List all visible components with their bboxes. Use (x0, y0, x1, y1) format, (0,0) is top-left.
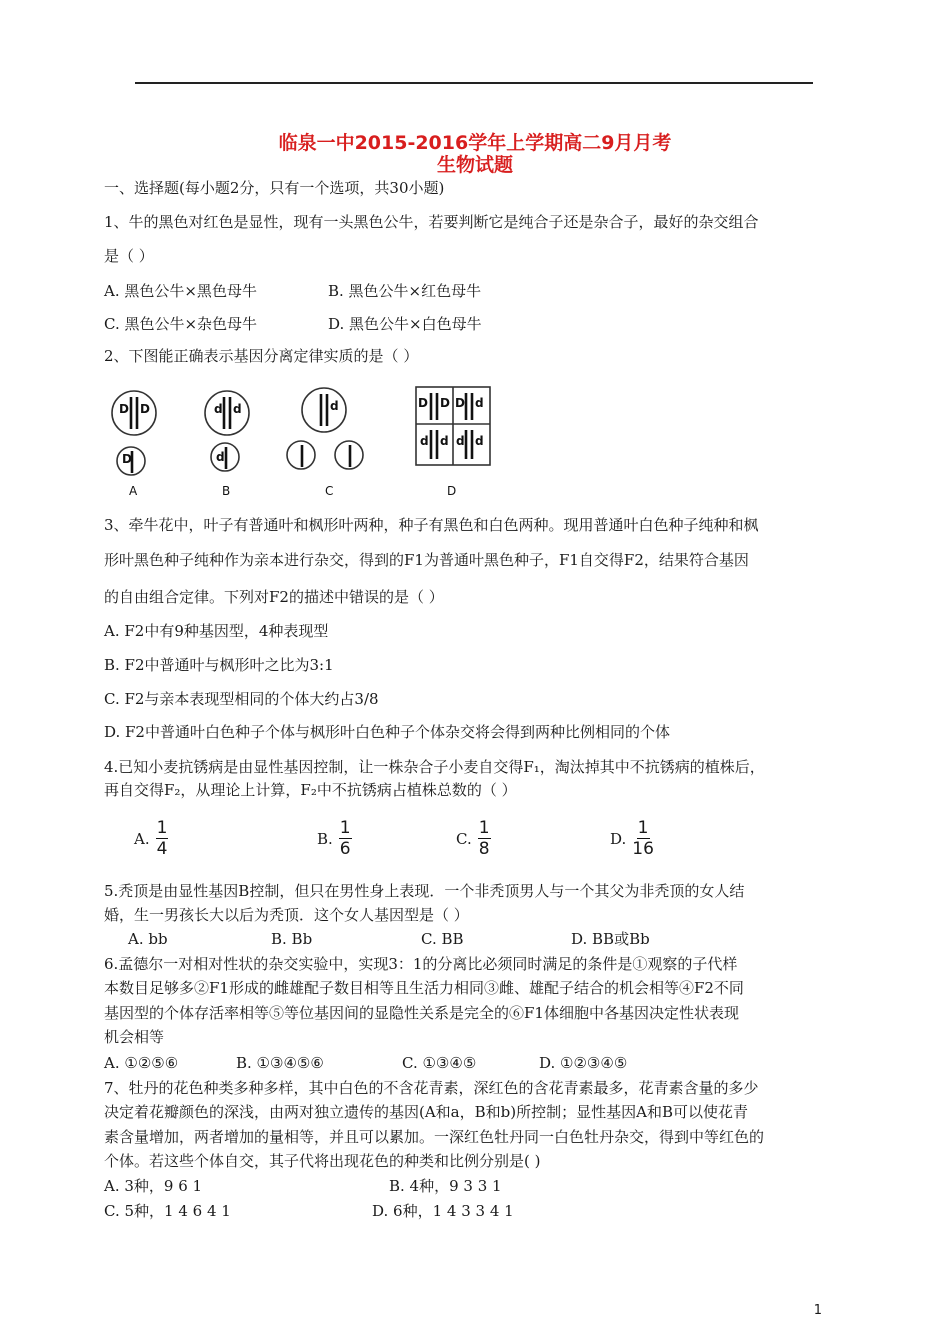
q4-option-a (134, 818, 168, 859)
allele-label: D (119, 402, 129, 416)
q1-stem-line1: 1、牛的黑色对红色是显性，现有一头黑色公牛，若要判断它是纯合子还是杂合子，最好的杂交组合 (104, 213, 759, 231)
allele-label: d (456, 434, 465, 448)
fraction-numerator: 1 (156, 818, 168, 838)
q3-option-a: A. F2中有9种基因型，4种表现型 (104, 622, 329, 640)
q4-option-b (317, 818, 352, 859)
q1-option-c: C. 黑色公牛×杂色母牛 (104, 315, 258, 333)
q4-stem-line1: 4.已知小麦抗锈病是由显性基因控制，让一株杂合子小麦自交得F₁，淘汰掉其中不抗锈病的植株后， (104, 758, 765, 776)
allele-label: d (420, 434, 429, 448)
figure-label-b: B (222, 484, 231, 498)
allele-label: d (233, 402, 242, 416)
figure-label-a: A (129, 484, 138, 498)
q7-stem-line3: 素含量增加，两者增加的量相等，并且可以累加。一深红色牡丹同一白色牡丹杂交，得到中等红色的 (104, 1128, 765, 1146)
fraction-denominator: 8 (478, 839, 490, 859)
q7-stem-line1: 7、牡丹的花色种类多种多样，其中白色的不含花青素，深红色的含花青素最多，花青素含量的多少 (104, 1079, 759, 1097)
q3-option-d: D. F2中普通叶白色种子个体与枫形叶白色种子个体杂交将会得到两种比例相同的个体 (104, 723, 670, 741)
q7-option-c: C. 5种，1 4 6 4 1 (104, 1202, 231, 1220)
q3-stem-line2: 形叶黑色种子纯种作为亲本进行杂交，得到的F1为普通叶黑色种子，F1自交得F2，结果符合基因 (104, 551, 749, 569)
q3-stem-line1: 3、牵牛花中，叶子有普通叶和枫形叶两种，种子有黑色和白色两种。现用普通叶白色种子纯种和枫 (104, 516, 759, 534)
q5-option-a: A. bb (128, 930, 168, 948)
allele-label: d (440, 434, 449, 448)
allele-label: d (330, 399, 339, 413)
allele-label: D (140, 402, 150, 416)
fraction-numerator: 1 (637, 818, 649, 838)
header-rule (135, 82, 813, 84)
option-letter: A. (134, 829, 150, 848)
q4-option-d (610, 818, 654, 859)
q5-stem-line1: 5.秃顶是由显性基因B控制，但只在男性身上表现．一个非秃顶男人与一个其父为非秃顶的女人结 (104, 882, 745, 900)
q5-stem-line2: 婚，生一男孩长大以后为秃顶．这个女人基因型是（ ） (104, 906, 469, 924)
allele-label: d (214, 402, 223, 416)
q7-stem-line4: 个体。若这些个体自交，其子代将出现花色的种类和比例分别是( ) (104, 1152, 541, 1170)
q6-option-c: C. ①③④⑤ (402, 1054, 477, 1072)
q4-option-c (456, 818, 491, 859)
q7-option-d: D. 6种，1 4 3 3 4 1 (372, 1202, 514, 1220)
q1-option-d: D. 黑色公牛×白色母牛 (328, 315, 482, 333)
q3-option-c: C. F2与亲本表现型相同的个体大约占3/8 (104, 690, 379, 708)
fraction-denominator: 16 (632, 839, 654, 859)
chromosome-diagram (104, 383, 504, 503)
q6-stem-line4: 机会相等 (104, 1028, 165, 1046)
q7-stem-line2: 决定着花瓣颜色的深浅，由两对独立遗传的基因(A和a，B和b)所控制；显性基因A和B可以使花青 (104, 1103, 748, 1121)
fraction-numerator: 1 (478, 818, 490, 838)
q7-option-a: A. 3种，9 6 1 (104, 1177, 203, 1195)
allele-label: D (418, 396, 428, 410)
q2-chromosome-figure (104, 383, 504, 503)
option-letter: B. (317, 829, 333, 848)
allele-label: D (440, 396, 450, 410)
exam-title: 临泉一中2015-2016学年上学期高二9月月考 (278, 132, 672, 154)
option-letter: C. (456, 829, 472, 848)
q6-option-d: D. ①②③④⑤ (539, 1054, 628, 1072)
q6-option-a: A. ①②⑤⑥ (104, 1054, 179, 1072)
allele-label: d (475, 434, 484, 448)
allele-label: d (475, 396, 484, 410)
q6-stem-line1: 6.孟德尔一对相对性状的杂交实验中，实现3：1的分离比必须同时满足的条件是①观察的子代样 (104, 955, 738, 973)
q5-option-c: C. BB (421, 930, 464, 948)
q6-option-b: B. ①③④⑤⑥ (236, 1054, 324, 1072)
page-number: 1 (813, 1303, 822, 1318)
q4-stem-line2: 再自交得F₂，从理论上计算，F₂中不抗锈病占植株总数的（ ） (104, 781, 517, 799)
q2-stem: 2、下图能正确表示基因分离定律实质的是（ ） (104, 347, 419, 365)
figure-label-d: D (447, 484, 457, 498)
allele-label: D (122, 452, 132, 466)
q1-option-a: A. 黑色公牛×黑色母牛 (104, 282, 257, 300)
q1-option-b: B. 黑色公牛×红色母牛 (328, 282, 482, 300)
q5-option-d: D. BB或Bb (571, 930, 650, 948)
q3-option-b: B. F2中普通叶与枫形叶之比为3:1 (104, 656, 334, 674)
fraction-denominator: 4 (156, 839, 168, 859)
fraction-numerator: 1 (339, 818, 351, 838)
q6-stem-line3: 基因型的个体存活率相等⑤等位基因间的显隐性关系是完全的⑥F1体细胞中各基因决定性状表现 (104, 1004, 739, 1022)
allele-label: d (216, 450, 225, 464)
exam-subtitle: 生物试题 (436, 154, 513, 176)
option-letter: D. (610, 829, 627, 848)
figure-label-c: C (325, 484, 334, 498)
q5-option-b: B. Bb (271, 930, 313, 948)
q6-stem-line2: 本数目足够多②F1形成的雌雄配子数目相等且生活力相同③雌、雄配子结合的机会相等④F2不同 (104, 979, 744, 997)
section-heading: 一、选择题(每小题2分，只有一个选项，共30小题) (104, 179, 445, 197)
q3-stem-line3: 的自由组合定律。下列对F2的描述中错误的是（ ） (104, 588, 444, 606)
fraction-denominator: 6 (339, 839, 351, 859)
q1-stem-line2: 是（ ） (104, 247, 154, 265)
allele-label: D (455, 396, 465, 410)
q7-option-b: B. 4种，9 3 3 1 (389, 1177, 502, 1195)
